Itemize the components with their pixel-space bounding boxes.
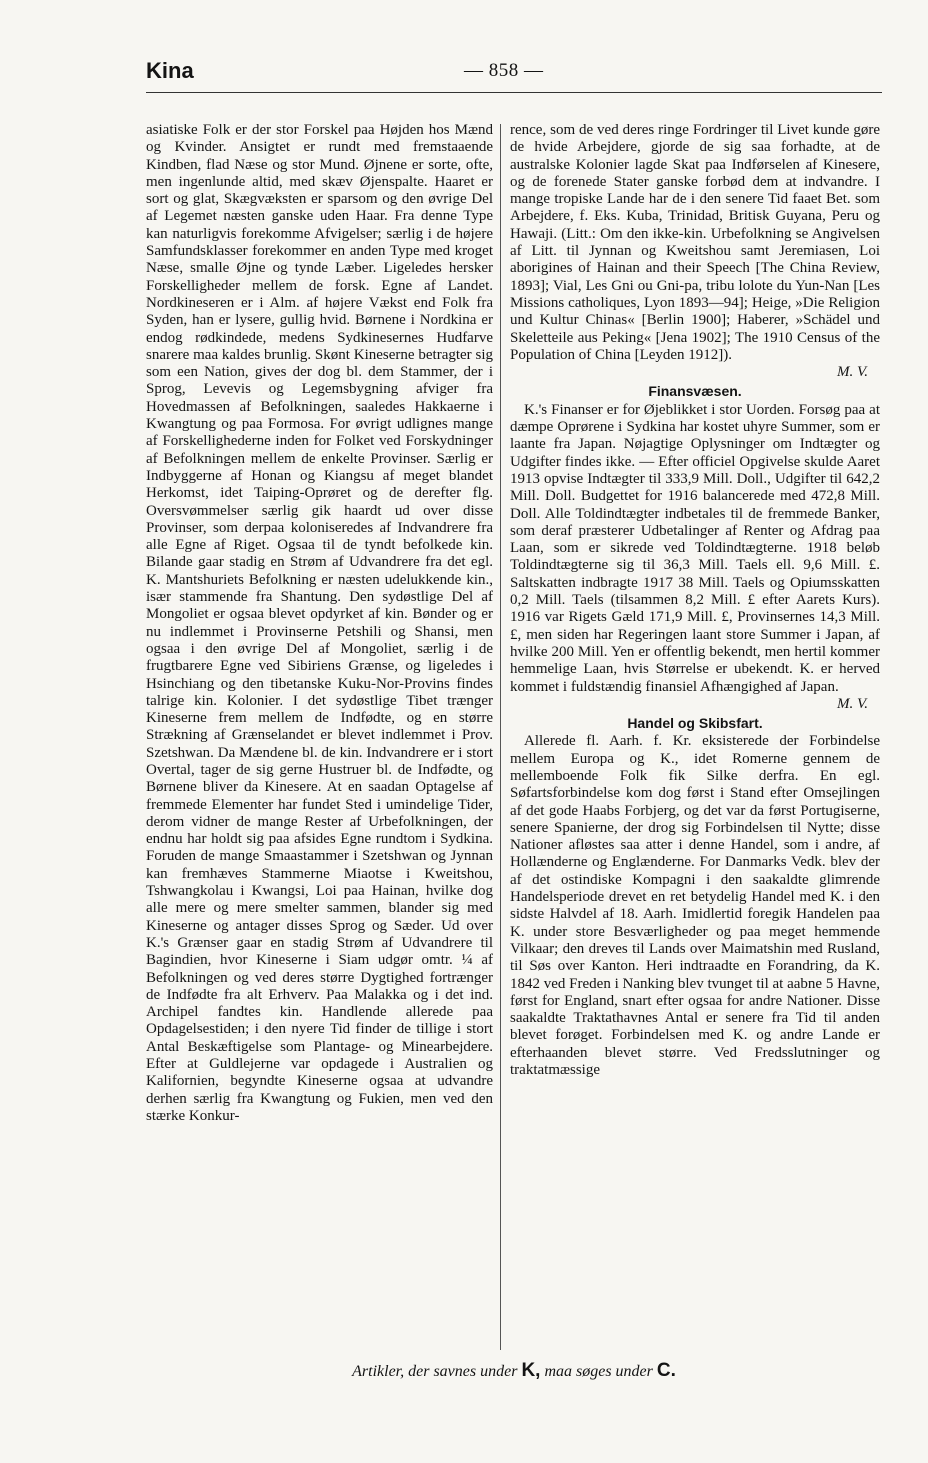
paragraph-trade: Allerede fl. Aarh. f. Kr. eksisterede der Forbindelse mellem Europa og K., idet Romerne gennem de mellemboende Folk fik Silke derfra. En egl. Søfartsforbindelse kom dog først i Stand efter Omsejlingen af det gode Haabs Forbjerg, og det var da først Portugiserne, senere Spanierne, der drog sig Forbindelsen til Nytte; disse Nationer afløstes saa atter i denne Handel, som i andre, af Hollænderne og Englænderne. For Danmarks Vedk. blev der af det ostindiske Kompagni i den saakaldte glimrende Handelsperiode drevet en ret betydelig Handel med K. i den sidste Halvdel af 18. Aarh. Imidlertid foregik Handelen paa K. under store Besværligheder og paa meget hemmende Vilkaar; den dreves til Lands over Maimatshin med Rusland, til Søs over Kanton. Heri indtraadte en Forandring, da K. 1842 ved Freden i Nanking blev tvunget til at aabne 5 Havne, først for England, snart efter ogsaa for andre Nationer. Disse saakaldte Traktathavnes Antal er senere fra Tid til anden blevet forøget. Forbindelsen med K. og andre Lande er efterhaanden blevet større. Ved Fredsslutninger og traktatmæssige: [510, 733, 880, 1079]
footer-text: maa søges under: [540, 1363, 657, 1380]
column-divider: [500, 124, 501, 1350]
paragraph-finance: K.'s Finanser er for Øjeblikket i stor Uorden. Forsøg paa at dæmpe Oprørene i Sydkina har kostet uhyre Summer, som er laante fra Japan. Nøjagtige Oplysninger om Indtægter og Udgifter findes ikke. — Efter officiel Opgivelse skulde Aaret 1913 opvise Indtægter til 333,9 Mill. Doll., Udgifter til 642,2 Mill. Doll. Budgettet for 1916 balancerede med 472,8 Mill. Doll. Alle Toldindtægter indbetales til de fremmede Banker, som deraf præsterer Udbetalinger af Renter og Afdrag paa Laan, som er sikrede ved Toldindtægterne. 1918 beløb Toldindtægterne sig til 36,3 Mill. Taels ell. 9,6 Mill. £. Saltskatten indbragte 1917 38 Mill. Taels og Opiumsskatten 0,2 Mill. Taels (tilsammen 8,2 Mill. £ efter Aarets Kurs). 1916 var Rigets Gæld 171,9 Mill. £, Provinsernes 14,3 Mill. £, men siden har Regeringen laant store Summer i Japan, af hvilke 200 Mill. Yen er offentlig bekendt, men hertil kommer hemmelige Laan, hvis Størrelse er ubekendt. K. er herved kommet i fuldstændig finansiel Afhængighed af Japan.: [510, 401, 880, 695]
author-signature: M. V.: [837, 364, 868, 381]
paragraph-emigration: rence, som de ved deres ringe Fordringer til Livet kunde gøre de hvide Arbejdere, gjorde de sig saa forhadte, at de australske Kolonier lagde Skat paa Indførselen af Kinesere, og de forenede Stater ganske forbød dem at indvandre. I mange tropiske Lande har de i den senere Tid faaet Bet. som Arbejdere, f. Eks. Kuba, Trinidad, Britisk Guyana, Peru og Hawaji. (Litt.: Om den ikke-kin. Urbefolkning se Angivelsen af Litt. til Jynnan og Kweitshou samt Jeremiasen, Loi aborigines of Hainan and their Speech [The China Review, 1893]; Vial, Les Gni ou Gni-pa, tribu lolote du Yun-Nan [Les Missions catholiques, Lyon 1893—94]; Heige, »Die Religion und Kultur Chinas« [Berlin 1900]; Haberer, »Schädel und Skeletteile aus Peking« [Jena 1902]; The 1910 Census of the Population of China [Leyden 1912]).: [510, 122, 880, 363]
paragraph-ethnography: asiatiske Folk er der stor Forskel paa Højden hos Mænd og Kvinder. Ansigtet er rundt med fremstaaende Kindben, flad Næse og stor Mund. Øjnene er sorte, ofte, men ingenlunde altid, med skæv Øjenspalte. Haaret er sort og glat, Skægvæksten er sparsom og den øvrige Del af Legemet næsten ganske uden Haar. Fra denne Type kan naturligvis forekomme Afvigelser; særlig i de højere Samfundsklasser forekommer en anden Type med kroget Næse, smalle Øjne og tynde Læber. Ligeledes hersker Forskelligheder mellem de forsk. Egne af Landet. Nordkineseren er i Alm. af højere Vækst end Folk fra Syden, han er lysere, gullig hvid. Børnene i Nordkina er endog rødkindede, medens Sydkinesernes Hudfarve snarere maa kaldes brunlig. Skønt Kineserne betragter sig som een Nation, gives der dog bl. dem Stammer, der i Sprog, Levevis og Legemsbygning afviger fra Hovedmassen af Befolkningen, saaledes Hakkaerne i Kwangtung og paa Formosa. For øvrigt udlignes mange af Forskellighederne inden for Folket ved Forskydninger af Befolkningen mellem de enkelte Provinser. Særlig er Indbyggerne af Honan og Kiangsu af meget blandet Herkomst, idet Taiping-Oprøret og de derefter flg. Oversvømmelser særlig gik haardt ud over disse Provinser, som derpaa koloniseredes af Indvandrere fra alle Egne af Riget. Ogsaa til de tyndt befolkede kin. Bilande gaar stadig en Strøm af Udvandrere fra det egl. K. Mantshuriets Befolkning er næsten udelukkende kin., især stammende fra Shantung. Den sydøstlige Del af Mongoliet er ogsaa blevet opdyrket af kin. Bønder og er nu indlemmet i Provinserne Petshili og Shansi, men ogsaa i den øvrige Del af Mongoliet, særlig i de frugtbarere Egne ved Sibiriens Grænse, og ligeledes i Hsinchiang og den tibetanske Kuku-Nor-Provins findes talrige kin. Kolonier. I det sydøstlige Tibet trænger Kineserne frem mellem de Indfødte, og en større Strækning af Grænselandet er blevet indlemmet i Prov. Szetshwan. Da Mændene bl. de kin. Indvandrere er i stort Overtal, tager de sig gerne Hustruer bl. de Indfødte, og Børnene bliver da Kinesere. At en saadan Optagelse af fremmede Elementer har fundet Sted i umindelige Tider, derom vidner de mange Rester af Urbefolkningen, der endnu har holdt sig paa afsides Egne rundtom i Sydkina. Foruden de mange Smaastammer i Szetshwan og Jynnan kan fremhæves Stammerne Miaotse i Kweitshou, Tshwangkolau i Kwangsi, Loi paa Hainan, hvilke dog alle mere og mere smelter sammen, blander sig med Kineserne og antager disses Sprog og Sæder. Ud over K.'s Grænser gaar en stadig Strøm af Udvandrere til Bagindien, hvor Kineserne i Siam udgør omtr. ¼ af Befolkningen og ved deres større Dygtighed fortrænger de Indfødte fra alt Erhverv. Paa Malakka og i det ind. Archipel fandtes kin. Handlende allerede paa Opdagelsestiden; i den nyere Tid finder de tillige i stort Antal Beskæftigelse som Plantage- og Minearbejdere. Efter at Guldlejerne var opdagede i Australien og Kalifornien, begyndte Kineserne ogsaa at udvandre derhen særlig fra Kwangtung og Fukien, men ved den stærke Konkur-: [146, 122, 493, 1124]
left-column: [146, 122, 493, 1125]
footer-letter-c: C.: [656, 1360, 676, 1381]
page-header: [146, 58, 882, 94]
page-number: — 858 —: [464, 60, 544, 81]
right-column: [510, 122, 880, 1079]
footer-text: Artikler, der savnes under: [352, 1363, 522, 1380]
footer-letter-k: K,: [521, 1360, 541, 1381]
heading-finance: Finansvæsen.: [648, 383, 742, 400]
article-title: Kina: [146, 58, 194, 83]
heading-trade: Handel og Skibsfart.: [627, 715, 763, 732]
page-footer-note: [146, 1360, 882, 1382]
header-rule: [146, 92, 882, 93]
author-signature: M. V.: [837, 695, 868, 712]
